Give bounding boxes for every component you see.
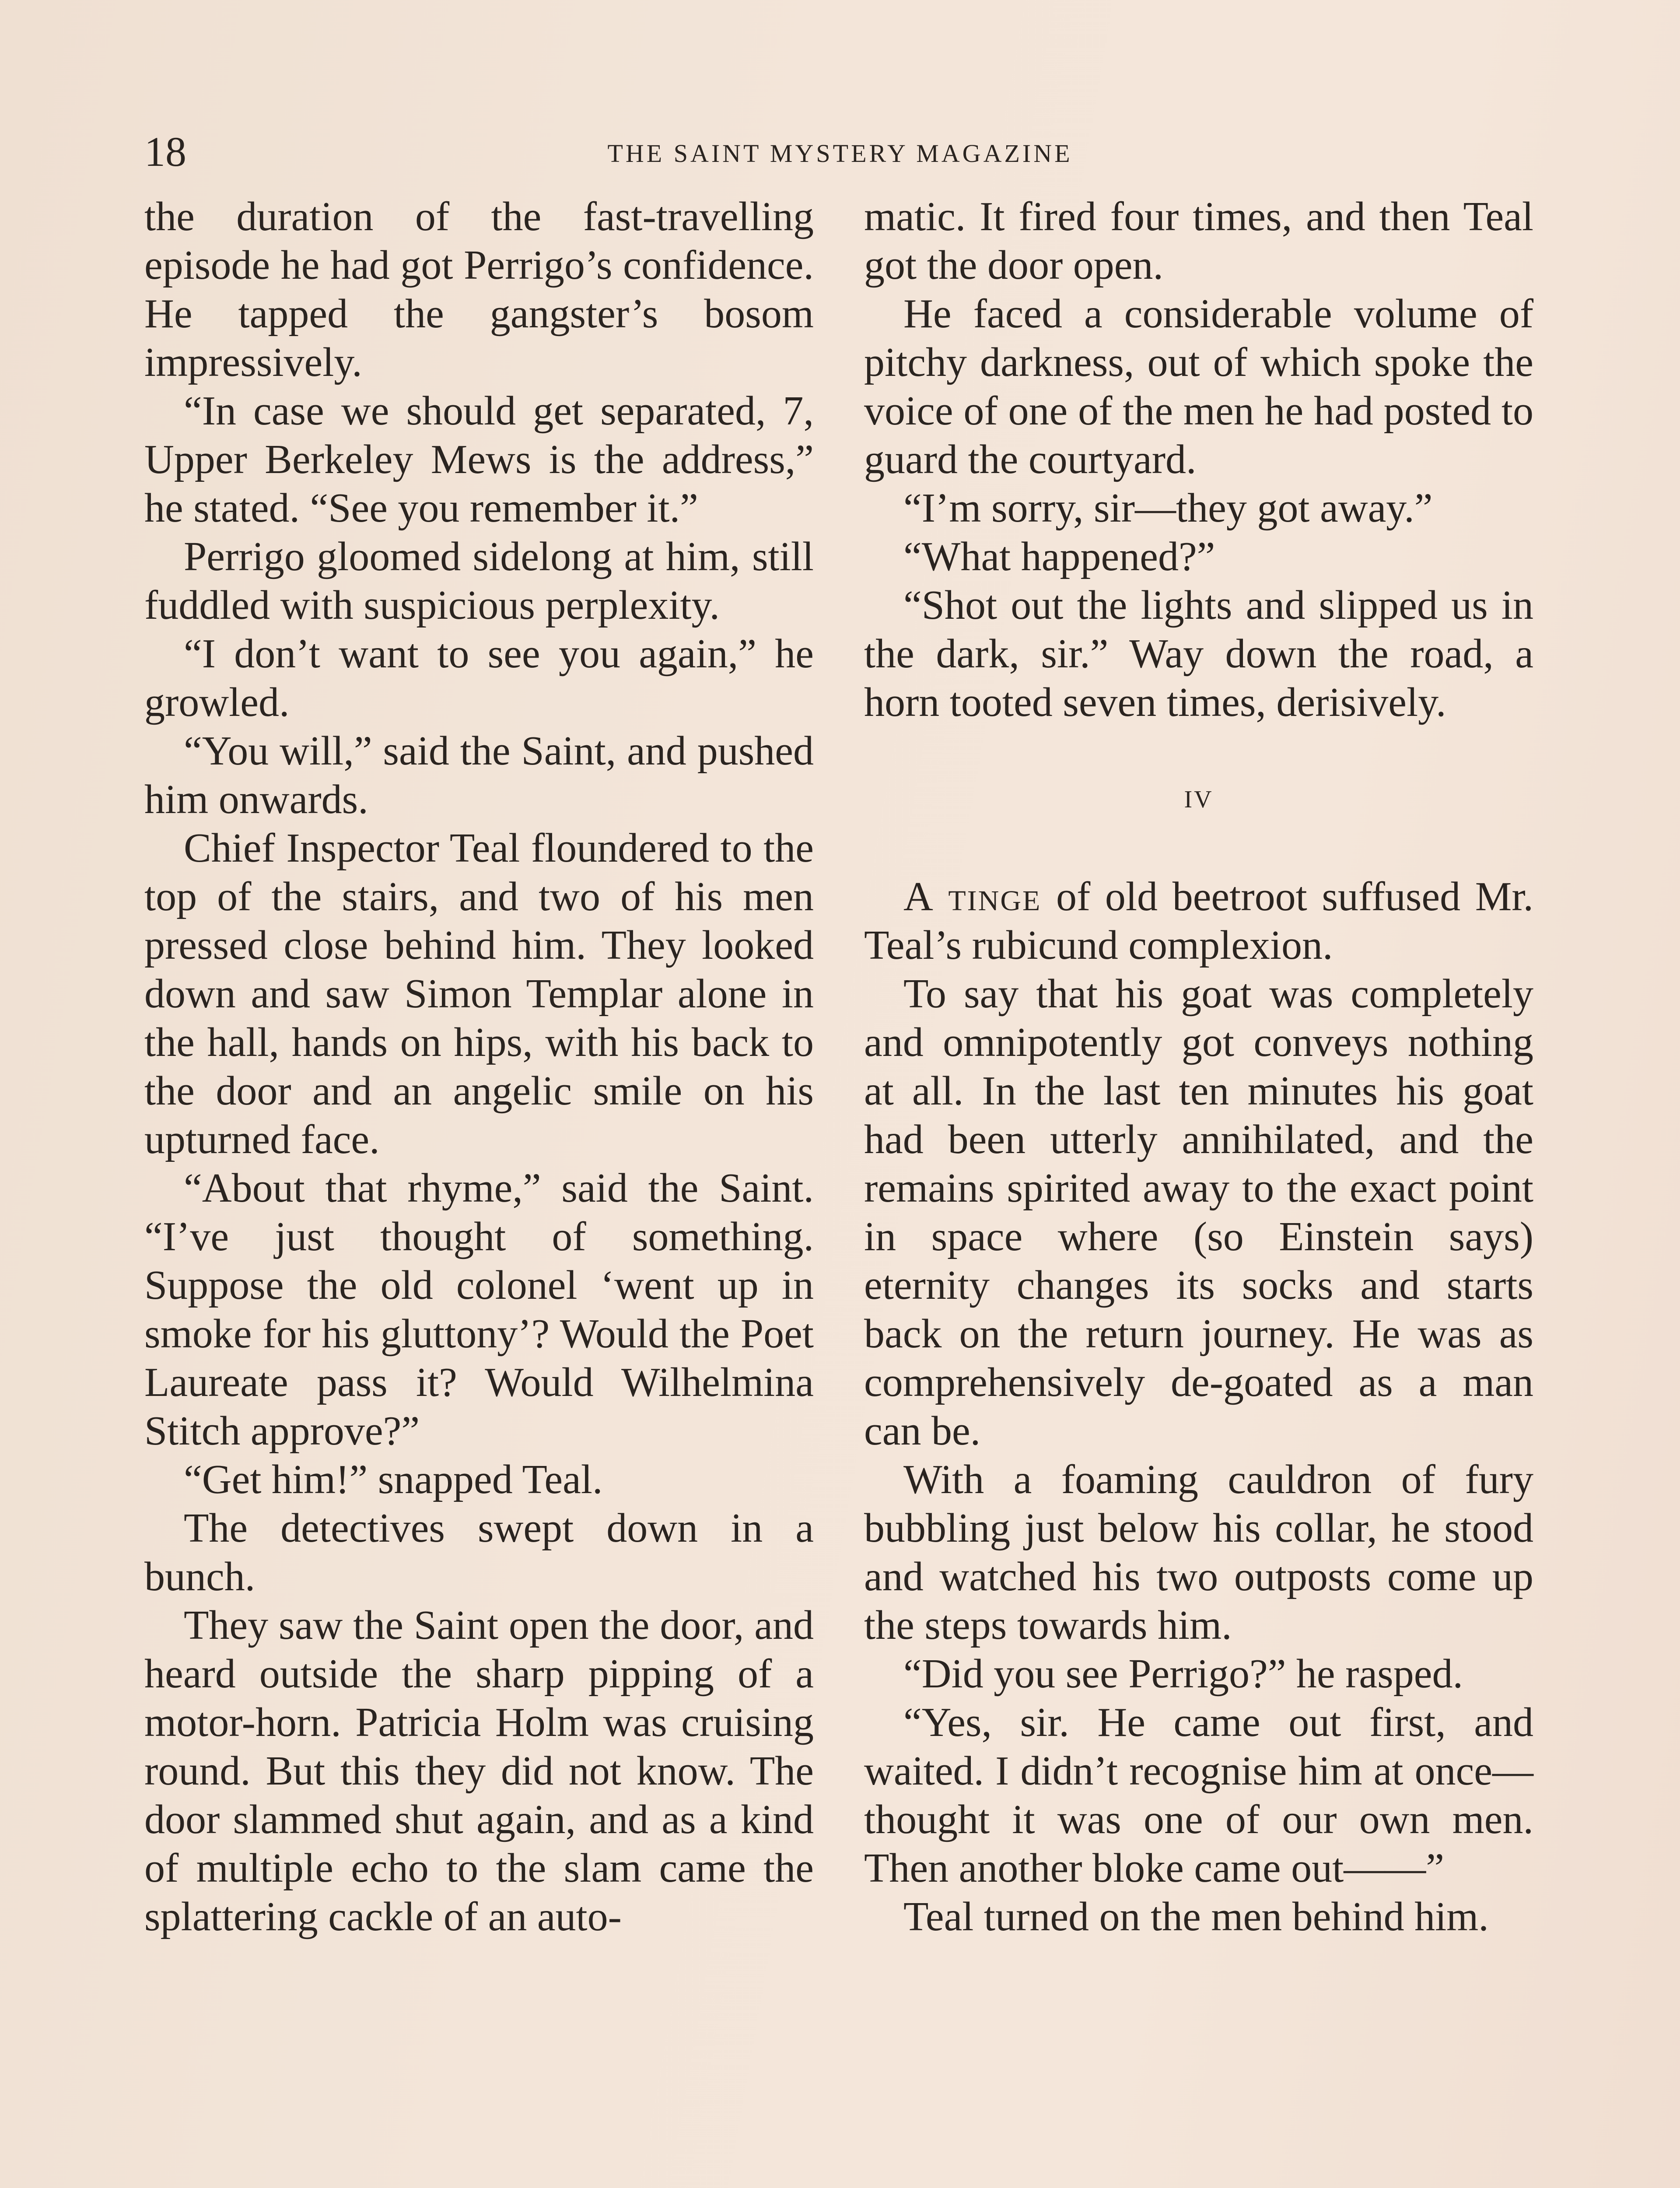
paragraph: “I’m sorry, sir—they got away.” bbox=[903, 485, 1433, 531]
paragraph: “I don’t want to see you again,” he growled. bbox=[144, 631, 814, 725]
right-column bbox=[864, 193, 1533, 1941]
section-opening-paragraph bbox=[864, 873, 1533, 970]
page-number: 18 bbox=[144, 128, 186, 175]
page-header bbox=[144, 128, 1536, 176]
paragraph: “Get him!” snapped Teal. bbox=[184, 1457, 603, 1502]
paragraph: “Did you see Perrigo?” he rasped. bbox=[903, 1651, 1463, 1697]
paragraph: Chief Inspector Teal floundered to the top of the stairs, and two of his men pressed close behind him. They looked down and saw Simon Templar alone in the hall, hands on hips, with his back to the door and an angelic smile on his upturned face. bbox=[144, 825, 814, 1162]
paragraph: Teal turned on the men behind him. bbox=[903, 1894, 1489, 1939]
paragraph: “About that rhyme,” said the Saint. “I’ve just thought of something. Suppose the old colonel ‘went up in smoke for his gluttony’? Would the Poet Laureate pass it? Would Wilhelmina Stitch approve?” bbox=[144, 1165, 814, 1454]
paragraph: They saw the Saint open the door, and heard outside the sharp pipping of a motor-horn. Patricia Holm was cruising round. But this they did not know. The door slammed shut again, and as a kind of multiple echo to the slam came the splattering cackle of an auto- bbox=[144, 1602, 814, 1939]
paragraph: The detectives swept down in a bunch. bbox=[144, 1505, 814, 1599]
paragraph: To say that his goat was completely and omnipotently got conveys nothing at all. In the last ten minutes his goat had been utterly annihilated, and the remains spirited away to the exact point in space where (so Einstein says) eternity changes its socks and starts back on the return journey. He was as comprehensively de-goated as a man can be. bbox=[864, 971, 1533, 1454]
paragraph: With a foaming cauldron of fury bubbling just below his collar, he stood and watched his two outposts come up the steps towards him. bbox=[864, 1457, 1533, 1648]
paragraph: “Yes, sir. He came out first, and waited. I didn’t recognise him at once—thought it was one of our own men. Then another bloke came out——” bbox=[864, 1700, 1533, 1891]
paragraph: Perrigo gloomed sidelong at him, still fuddled with suspicious perplexity. bbox=[144, 534, 814, 628]
paragraph: “Shot out the lights and slipped us in the dark, sir.” Way down the road, a horn tooted seven times, derisively. bbox=[864, 582, 1533, 725]
paragraph: He faced a considerable volume of pitchy darkness, out of which spoke the voice of one of the men he had posted to guard the courtyard. bbox=[864, 291, 1533, 482]
paragraph: the duration of the fast-travelling episode he had got Perrigo’s confidence. He tapped the gangster’s bosom impressively. bbox=[144, 194, 814, 385]
section-opening-text: of old beetroot suffused Mr. Teal’s rubicund complexion. bbox=[864, 874, 1533, 968]
paragraph: “You will,” said the Saint, and pushed him onwards. bbox=[144, 728, 814, 822]
running-head: THE SAINT MYSTERY MAGAZINE bbox=[607, 139, 1073, 168]
section-opening-words: A tinge bbox=[903, 874, 1042, 919]
paragraph: matic. It fired four times, and then Teal got the door open. bbox=[864, 194, 1533, 288]
section-number: IV bbox=[1184, 786, 1214, 813]
left-column bbox=[144, 193, 814, 1941]
paragraph: “What happened?” bbox=[903, 534, 1215, 579]
paragraph: “In case we should get separated, 7, Upper Berkeley Mews is the address,” he stated. “See you remember it.” bbox=[144, 388, 814, 531]
